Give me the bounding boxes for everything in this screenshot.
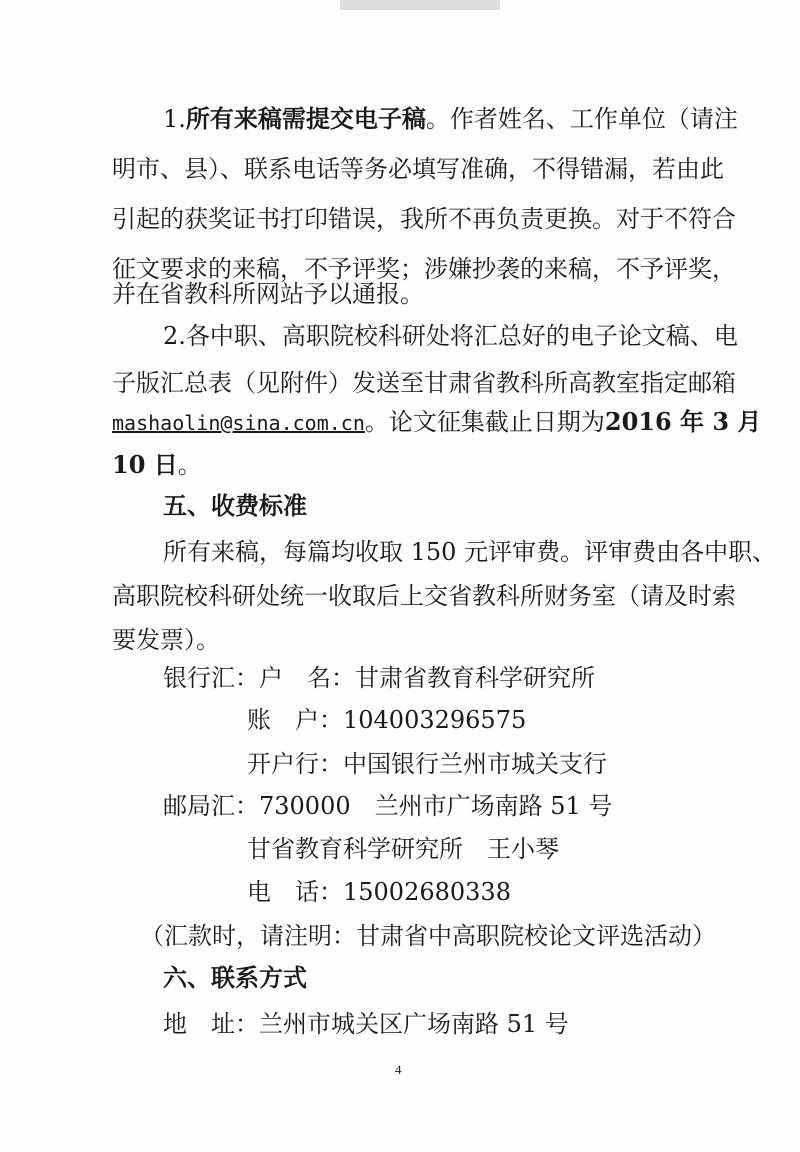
para2-line3	[112, 407, 761, 438]
section5-heading: 五、收费标准	[163, 491, 307, 520]
bank-account-name: 甘肃省教育科学研究所	[355, 664, 595, 692]
bank-name-label: 户 名：	[259, 664, 355, 692]
para2-line1: 2.各中职、高职院校科研处将汇总好的电子论文稿、电	[163, 322, 738, 350]
section5-line1: 所有来稿，每篇均收取 150 元评审费。评审费由各中职、	[163, 538, 777, 566]
remittance-note: （汇款时，请注明：甘肃省中高职院校论文评选活动）	[140, 922, 716, 950]
para1-line5: 并在省教科所网站予以通报。	[112, 280, 424, 308]
bank-branch: 中国银行兰州市城关支行	[343, 750, 607, 778]
deadline-date-part1: 2016 年 3 月	[604, 407, 762, 436]
post-row-phone	[247, 877, 511, 907]
bank-label: 银行汇：	[163, 664, 259, 692]
para2-line2: 子版汇总表（见附件）发送至甘肃省教科所高教室指定邮箱	[112, 369, 736, 397]
para1-line3: 引起的获奖证书打印错误，我所不再负责更换。对于不符合	[112, 205, 736, 233]
section5-line2: 高职院校科研处统一收取后上交省教科所财务室（请及时索	[112, 582, 736, 610]
para1-line2: 明市、县）、联系电话等务必填写准确，不得错漏，若由此	[112, 155, 724, 183]
contact-address-label: 地 址：	[163, 1010, 259, 1038]
para2-line4	[112, 450, 202, 480]
post-row-recipient: 甘省教育科学研究所 王小琴	[247, 835, 559, 863]
post-phone-label: 电 话：	[247, 878, 343, 906]
bank-row-name	[163, 663, 595, 693]
page-number: 4	[395, 1062, 402, 1077]
bank-row-branch	[247, 749, 607, 779]
para1-line1-rest: 。作者姓名、工作单位（请注	[425, 105, 738, 133]
para1-number: 1.	[163, 105, 186, 133]
bank-account-number: 104003296575	[343, 706, 527, 734]
para2-end: 。	[177, 451, 202, 479]
para1-bold-phrase: 所有来稿需提交电子稿	[185, 104, 426, 133]
deadline-text: 。论文征集截止日期为	[364, 408, 605, 436]
post-label: 邮局汇：	[163, 792, 259, 820]
contact-address-row	[163, 1009, 569, 1039]
post-phone: 15002680338	[343, 878, 511, 906]
post-address: 730000 兰州市广场南路 51 号	[259, 792, 613, 820]
deadline-date-part2: 10 日	[112, 450, 178, 479]
bank-account-label: 账 户：	[247, 706, 343, 734]
contact-address: 兰州市城关区广场南路 51 号	[259, 1010, 569, 1038]
section5-line3: 要发票）。	[112, 626, 220, 654]
para1-line4: 征文要求的来稿，不予评奖；涉嫌抄袭的来稿，不予评奖，	[112, 255, 736, 283]
bank-branch-label: 开户行：	[247, 750, 343, 778]
email-link[interactable]: mashaolin@sina.com.cn	[112, 411, 365, 435]
scan-smudge	[340, 0, 500, 10]
bank-row-account	[247, 705, 526, 735]
section6-heading: 六、联系方式	[163, 963, 307, 992]
post-row-address	[163, 791, 612, 821]
para1-line1	[163, 104, 738, 134]
